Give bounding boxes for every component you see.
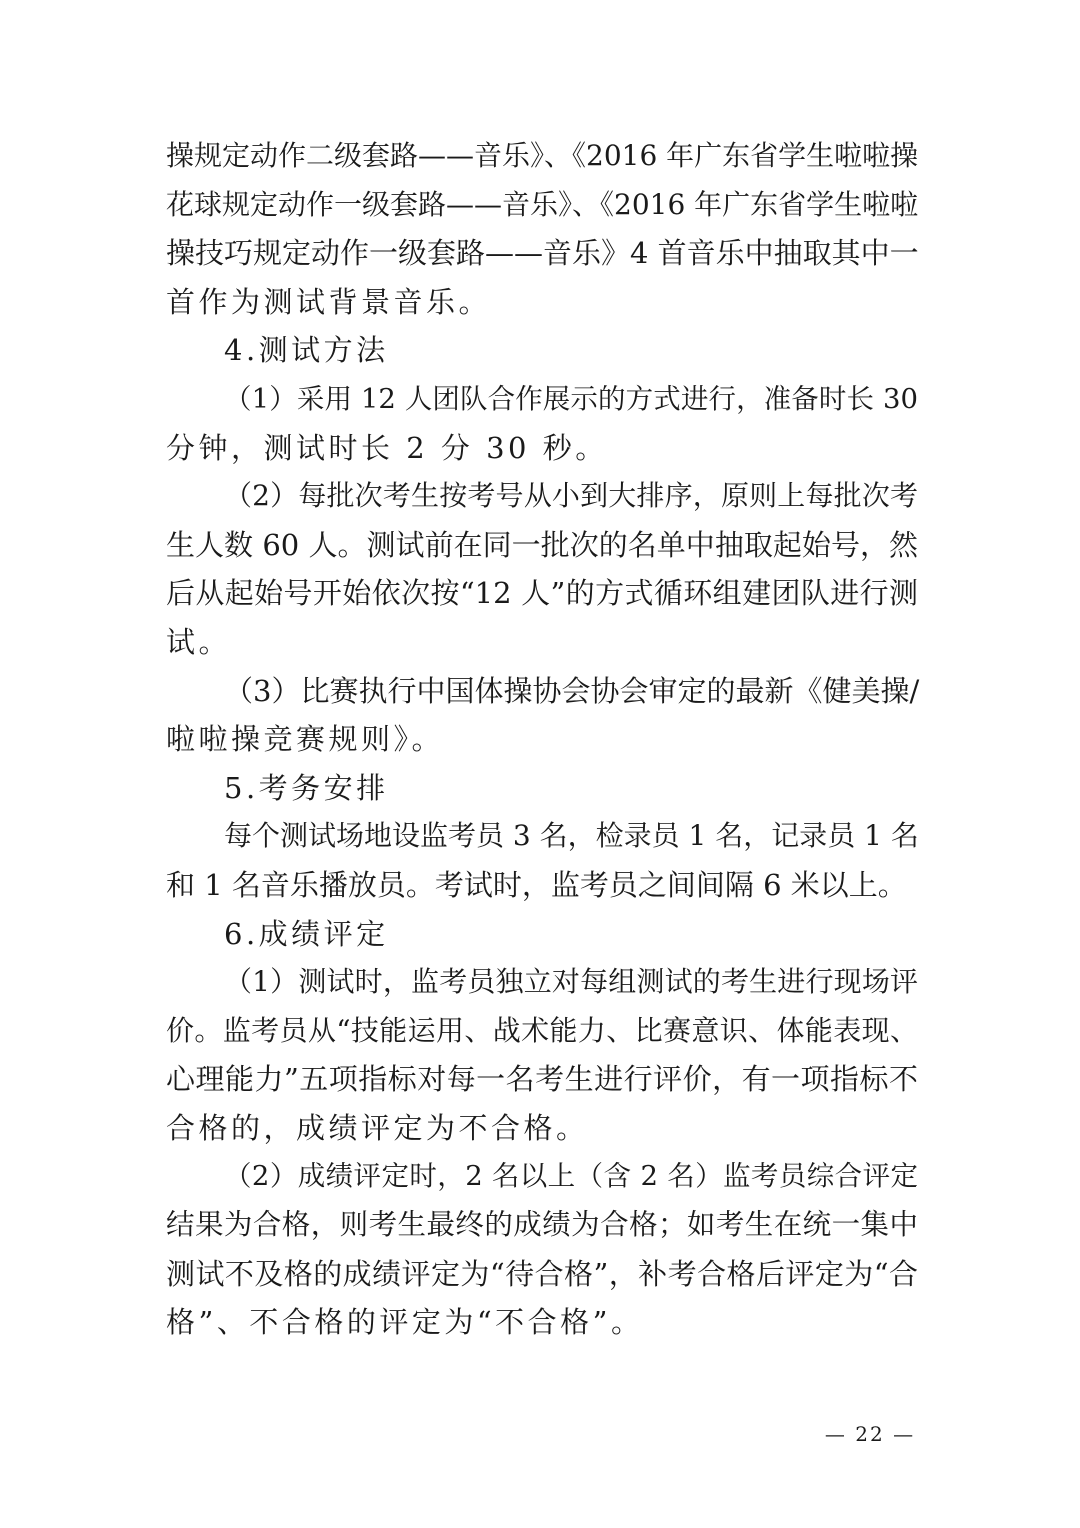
document-body: [166, 132, 918, 1347]
text-line: 分钟，测试时长 2 分 30 秒。: [166, 430, 608, 465]
text-line: 格”、不合格的评定为“不合格”。: [166, 1305, 644, 1340]
text-line: 试。: [166, 624, 232, 659]
text-line: 每个测试场地设监考员 3 名，检录员 1 名，记录员 1 名: [224, 819, 919, 853]
text-line: 生人数 60 人。测试前在同一批次的名单中抽取起始号，然: [166, 527, 918, 562]
text-line: 花球规定动作一级套路——音乐》、《2016 年广东省学生啦啦: [166, 187, 919, 221]
text-line: 合格的，成绩评定为不合格。: [166, 1110, 589, 1145]
text-line: 心理能力”五项指标对每一名考生进行评价，有一项指标不: [166, 1062, 918, 1097]
text-line: 价。监考员从“技能运用、战术能力、比赛意识、体能表现、: [166, 1013, 918, 1047]
text-line: 啦啦操竞赛规则》。: [166, 722, 445, 757]
text-line: （3）比赛执行中国体操协会协会审定的最新《健美操/: [224, 673, 920, 708]
text-line: 首作为测试背景音乐。: [166, 284, 492, 319]
text-line: 4.测试方法: [224, 333, 389, 368]
page-number: — 22 —: [824, 1422, 916, 1446]
text-line: （2）每批次考生按考号从小到大排序，原则上每批次考: [224, 479, 918, 513]
text-line: （1）测试时，监考员独立对每组测试的考生进行现场评: [224, 965, 918, 999]
text-line: （2）成绩评定时，2 名以上（含 2 名）监考员综合评定: [224, 1160, 918, 1193]
text-line: （1）采用 12 人团队合作展示的方式进行，准备时长 30: [224, 382, 918, 415]
text-line: 6.成绩评定: [224, 916, 389, 951]
text-line: 操技巧规定动作一级套路——音乐》4 首音乐中抽取其中一: [166, 236, 919, 271]
text-line: 和 1 名音乐播放员。考试时，监考员之间间隔 6 米以上。: [166, 867, 907, 902]
text-line: 后从起始号开始依次按“12 人”的方式循环组建团队进行测: [166, 576, 918, 611]
text-line: 操规定动作二级套路——音乐》、《2016 年广东省学生啦啦操: [166, 139, 919, 172]
text-line: 结果为合格，则考生最终的成绩为合格；如考生在统一集中: [166, 1208, 918, 1242]
text-line: 测试不及格的成绩评定为“待合格”，补考合格后评定为“合: [166, 1256, 918, 1291]
text-line: 5.考务安排: [224, 770, 389, 805]
